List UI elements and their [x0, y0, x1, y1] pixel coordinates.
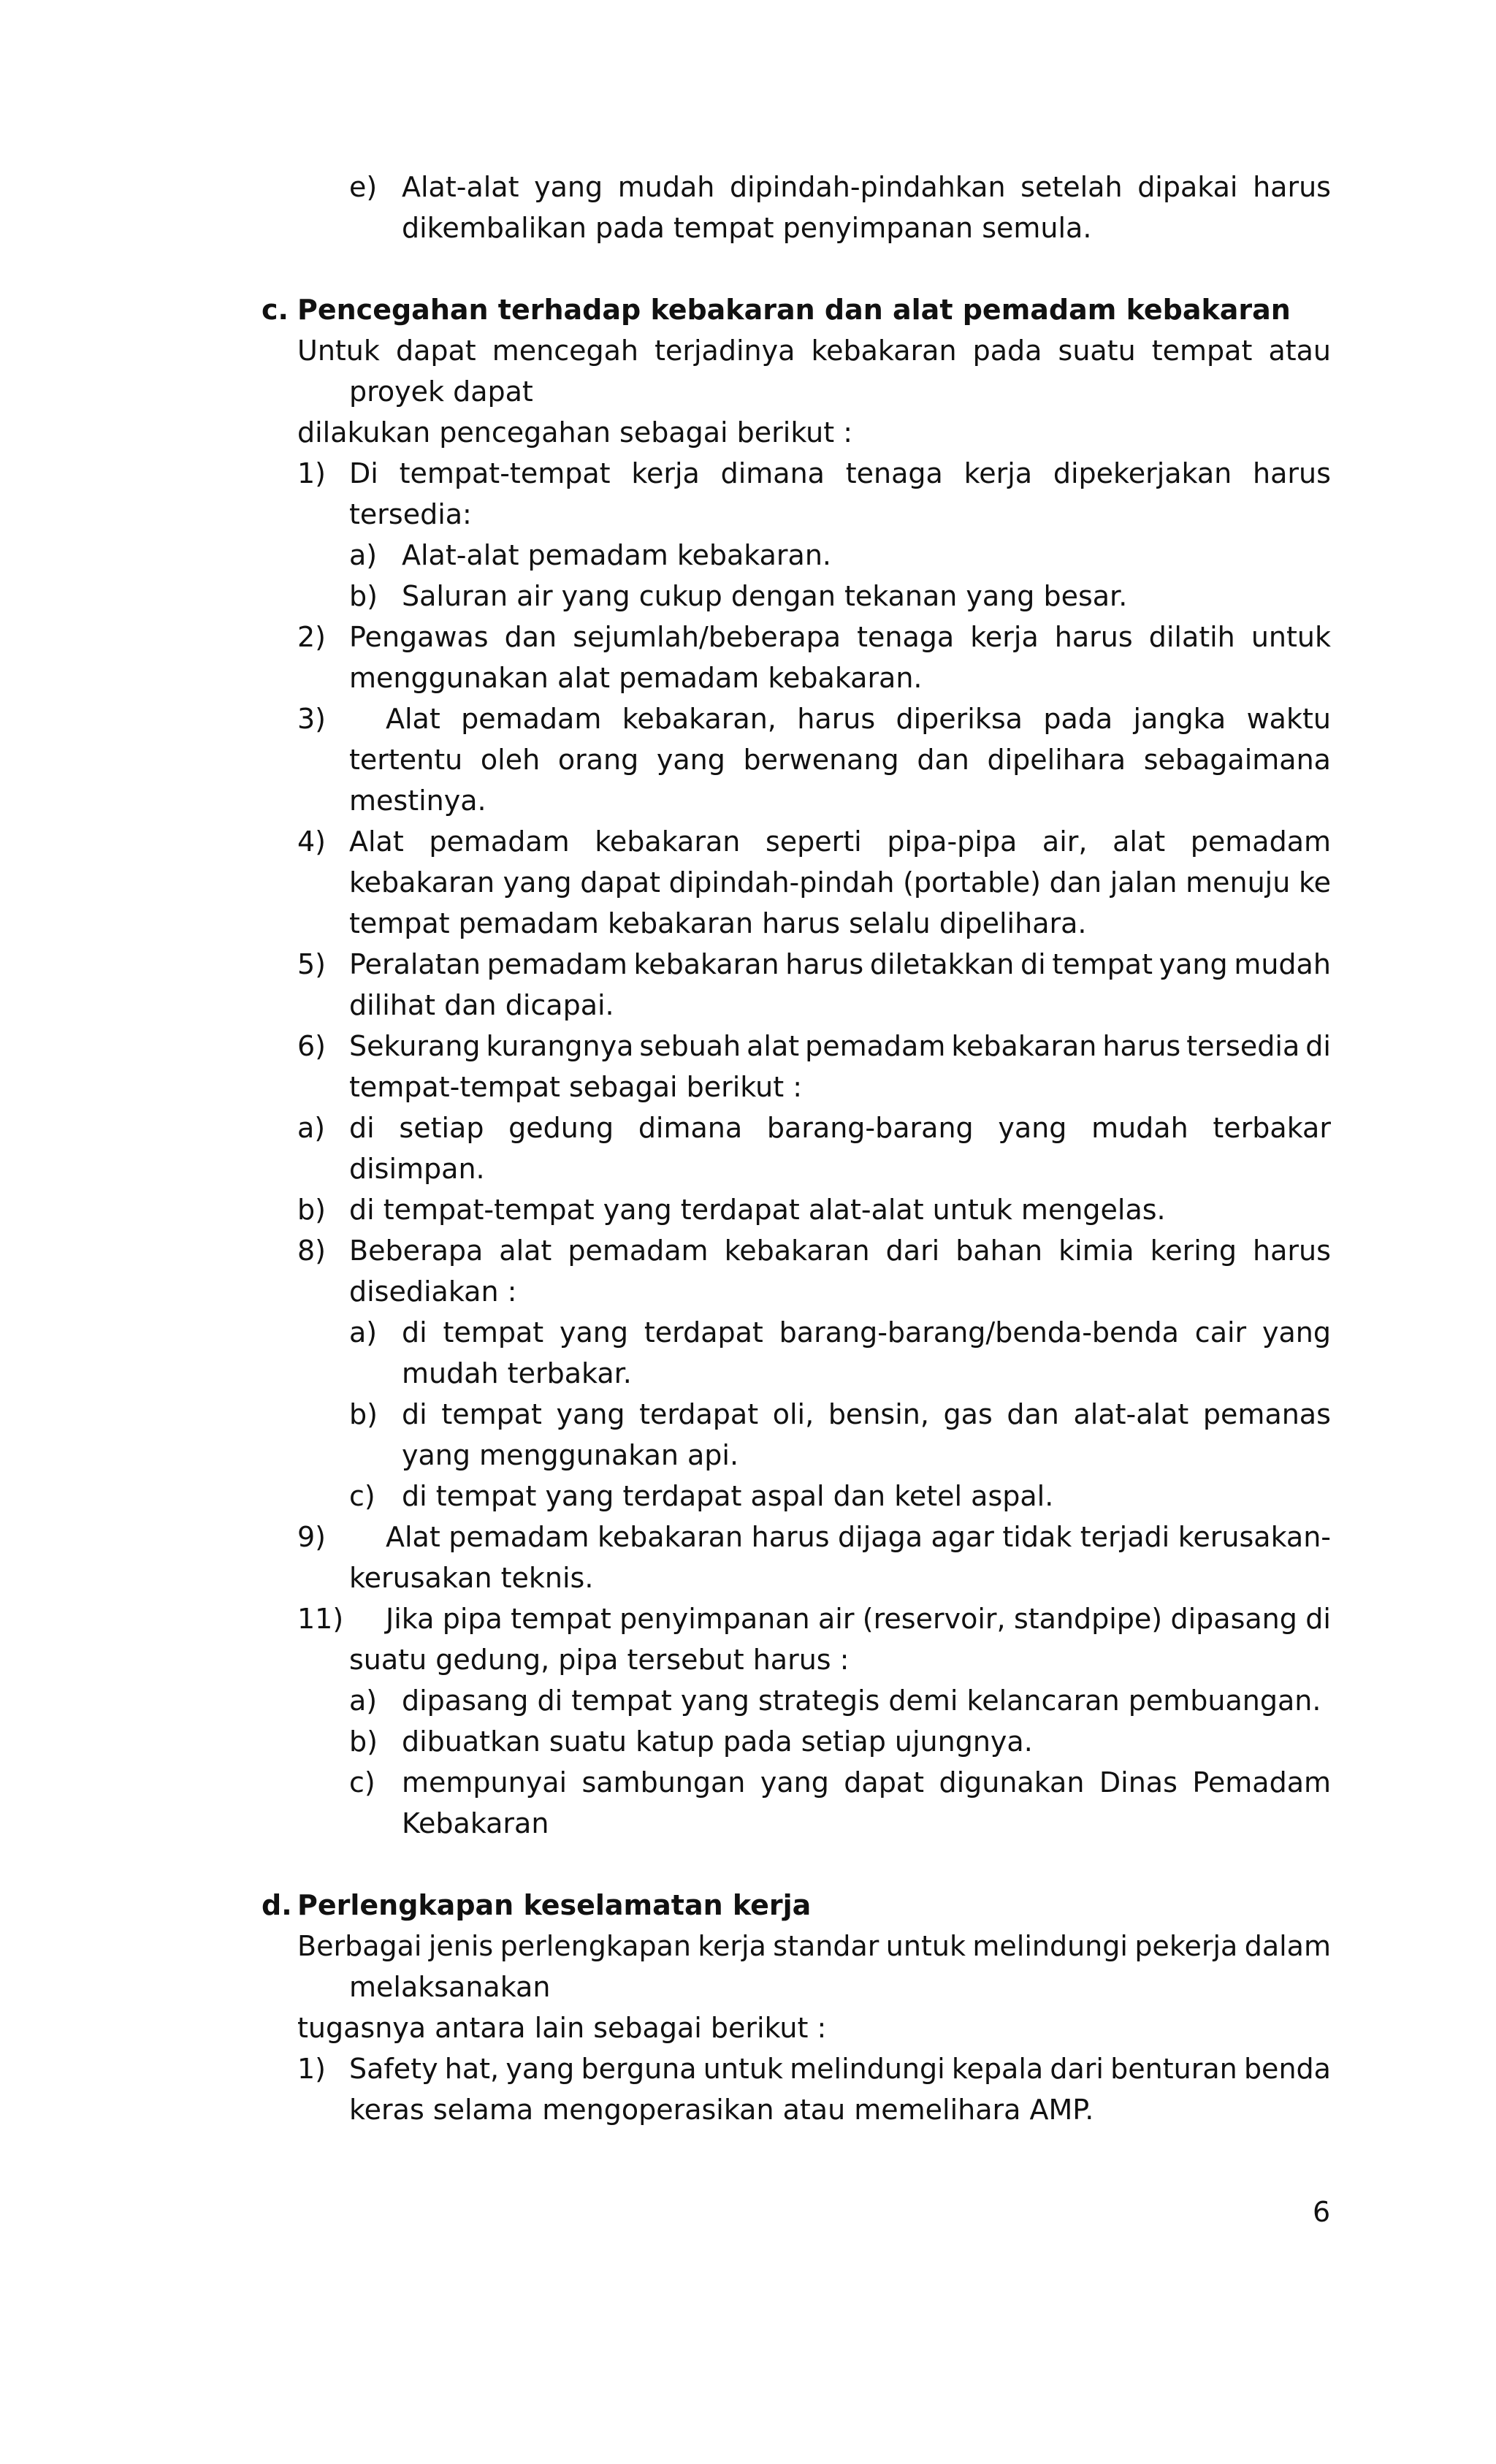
- list-item-line: disediakan :: [349, 1275, 517, 1308]
- list-item-line: kebakaran yang dapat dipindah-pindah (portable) dan jalan menuju ke: [349, 866, 1331, 899]
- list-item-line: suatu gedung, pipa tersebut harus :: [349, 1644, 850, 1676]
- list-marker: b): [349, 1398, 378, 1430]
- list-item-line: Alat pemadam kebakaran seperti pipa-pipa air, alat pemadam: [349, 825, 1331, 858]
- list-item-line: di tempat yang terdapat aspal dan ketel aspal.: [402, 1480, 1054, 1512]
- list-item-line: dibuatkan suatu katup pada setiap ujungnya.: [402, 1725, 1033, 1758]
- paragraph-line: Berbagai jenis perlengkapan kerja standar untuk melindungi pekerja dalam: [297, 1930, 1331, 1962]
- list-item-line: Pengawas dan sejumlah/beberapa tenaga kerja harus dilatih untuk: [349, 621, 1331, 653]
- list-marker: 6): [297, 1030, 327, 1062]
- section-marker: d.: [262, 1889, 292, 1921]
- list-marker: b): [349, 580, 378, 612]
- list-marker: 3): [297, 703, 327, 735]
- list-marker: 5): [297, 948, 327, 980]
- list-marker: 2): [297, 621, 327, 653]
- list-item-line: tertentu oleh orang yang berwenang dan dipelihara sebagaimana: [349, 744, 1331, 776]
- list-marker: b): [297, 1194, 326, 1226]
- list-item-line: dipasang di tempat yang strategis demi kelancaran pembuangan.: [402, 1685, 1321, 1717]
- list-marker: a): [349, 1316, 378, 1349]
- list-item-line: Safety hat, yang berguna untuk melindungi kepala dari benturan benda: [349, 2053, 1331, 2085]
- list-marker: b): [349, 1725, 378, 1758]
- list-item-line: keras selama mengoperasikan atau memelihara AMP.: [349, 2094, 1094, 2126]
- list-item-line: Peralatan pemadam kebakaran harus diletakkan di tempat yang mudah: [349, 948, 1331, 980]
- list-item-line: disimpan.: [349, 1153, 485, 1185]
- list-item-line: mestinya.: [349, 785, 486, 817]
- paragraph-line: dilakukan pencegahan sebagai berikut :: [297, 416, 853, 449]
- paragraph-line: proyek dapat: [349, 375, 533, 408]
- list-marker: a): [297, 1112, 326, 1144]
- list-item-line: Alat-alat pemadam kebakaran.: [402, 539, 831, 571]
- list-marker: 1): [297, 2053, 327, 2085]
- section-title: Perlengkapan keselamatan kerja: [297, 1889, 812, 1921]
- list-marker: a): [349, 1685, 378, 1717]
- list-item-line: di tempat yang terdapat barang-barang/benda-benda cair yang: [402, 1316, 1331, 1349]
- section-marker: c.: [262, 294, 289, 326]
- paragraph-line: tugasnya antara lain sebagai berikut :: [297, 2012, 827, 2044]
- list-item-line: dikembalikan pada tempat penyimpanan semula.: [402, 212, 1092, 244]
- list-item-line: Sekurang kurangnya sebuah alat pemadam kebakaran harus tersedia di: [349, 1030, 1331, 1062]
- list-item-line: mempunyai sambungan yang dapat digunakan Dinas Pemadam: [402, 1766, 1331, 1799]
- list-marker: c): [349, 1766, 375, 1799]
- list-item-line: dilihat dan dicapai.: [349, 989, 614, 1021]
- list-item-line: di setiap gedung dimana barang-barang yang mudah terbakar: [349, 1112, 1331, 1144]
- list-marker: e): [349, 171, 378, 203]
- paragraph-line: melaksanakan: [349, 1971, 551, 2003]
- list-item-line: Saluran air yang cukup dengan tekanan yang besar.: [402, 580, 1128, 612]
- list-item-line: tempat-tempat sebagai berikut :: [349, 1071, 803, 1103]
- list-marker: 11): [297, 1603, 344, 1635]
- list-marker: 1): [297, 457, 327, 489]
- list-item-line: yang menggunakan api.: [402, 1439, 739, 1471]
- list-item-line: Alat pemadam kebakaran harus dijaga agar tidak terjadi kerusakan-: [386, 1521, 1331, 1553]
- paragraph-line: Untuk dapat mencegah terjadinya kebakaran pada suatu tempat atau: [297, 335, 1331, 367]
- list-item-line: di tempat yang terdapat oli, bensin, gas dan alat-alat pemanas: [402, 1398, 1331, 1430]
- list-item-line: tersedia:: [349, 498, 472, 530]
- list-item-line: di tempat-tempat yang terdapat alat-alat untuk mengelas.: [349, 1194, 1166, 1226]
- list-item-line: menggunakan alat pemadam kebakaran.: [349, 662, 923, 694]
- list-item-line: mudah terbakar.: [402, 1357, 632, 1389]
- page-number: 6: [1313, 2196, 1331, 2228]
- list-marker: 8): [297, 1235, 327, 1267]
- list-item-line: Alat pemadam kebakaran, harus diperiksa pada jangka waktu: [386, 703, 1331, 735]
- list-marker: a): [349, 539, 378, 571]
- list-item-line: Di tempat-tempat kerja dimana tenaga kerja dipekerjakan harus: [349, 457, 1331, 489]
- list-item-line: Kebakaran: [402, 1807, 549, 1839]
- list-item-line: Jika pipa tempat penyimpanan air (reservoir, standpipe) dipasang di: [386, 1603, 1331, 1635]
- list-marker: 4): [297, 825, 327, 858]
- section-title: Pencegahan terhadap kebakaran dan alat pemadam kebakaran: [297, 294, 1291, 326]
- list-marker: c): [349, 1480, 375, 1512]
- list-item-line: Alat-alat yang mudah dipindah-pindahkan setelah dipakai harus: [402, 171, 1331, 203]
- list-item-line: kerusakan teknis.: [349, 1562, 594, 1594]
- list-item-line: tempat pemadam kebakaran harus selalu dipelihara.: [349, 907, 1087, 939]
- list-item-line: Beberapa alat pemadam kebakaran dari bahan kimia kering harus: [349, 1235, 1331, 1267]
- list-marker: 9): [297, 1521, 327, 1553]
